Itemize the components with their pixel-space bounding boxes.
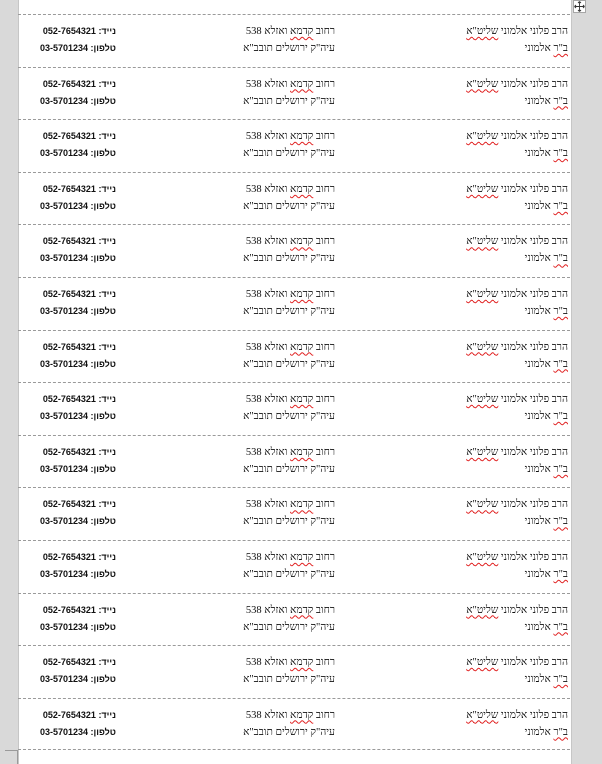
street-address: רחוב קדמא ואזלא 538 <box>245 341 335 353</box>
recipient-name: הרב פלוני אלמוני שליט"א <box>466 341 568 353</box>
contact-cell[interactable] <box>26 488 116 540</box>
contact-cell[interactable] <box>26 331 116 383</box>
landline-phone <box>40 95 116 108</box>
recipient-cell[interactable] <box>418 541 568 593</box>
address-cell[interactable] <box>185 699 335 750</box>
landline-phone <box>40 252 116 265</box>
cell-phone-label: נייד: <box>98 183 116 194</box>
street-address: רחוב קדמא ואזלא 538 <box>245 604 335 616</box>
recipient-lineage: ב"ר אלמוני <box>524 200 568 212</box>
landline-phone-number: 03-5701234 <box>39 305 89 316</box>
landline-phone <box>40 621 116 634</box>
recipient-name: הרב פלוני אלמוני שליט"א <box>466 236 568 248</box>
recipient-name: הרב פלוני אלמוני שליט"א <box>466 446 568 458</box>
cell-phone-number: 052-7654321 <box>42 657 96 668</box>
recipient-lineage: ב"ר אלמוני <box>524 621 568 633</box>
landline-phone-label: טלפון: <box>90 674 116 685</box>
street-address: רחוב קדמא ואזלא 538 <box>245 446 335 458</box>
recipient-cell[interactable] <box>418 488 568 540</box>
recipient-lineage: ב"ר אלמוני <box>524 95 568 107</box>
city: עיה"ק ירושלים תובב"א <box>243 726 335 738</box>
cell-phone-number: 052-7654321 <box>42 446 96 457</box>
landline-phone-label: טלפון: <box>90 43 116 53</box>
street-address: רחוב קדמא ואזלא 538 <box>245 183 335 195</box>
contact-cell[interactable] <box>26 15 116 67</box>
recipient-cell[interactable] <box>418 173 568 225</box>
cell-phone-label: נייד: <box>98 288 116 299</box>
city: עיה"ק ירושלים תובב"א <box>243 253 335 265</box>
label-row[interactable] <box>18 330 570 383</box>
recipient-lineage: ב"ר אלמוני <box>524 253 568 265</box>
street-address: רחוב קדמא ואזלא 538 <box>245 394 335 406</box>
address-cell[interactable] <box>185 173 335 225</box>
landline-phone <box>40 147 116 160</box>
cell-phone <box>43 235 116 248</box>
contact-cell[interactable] <box>26 68 116 120</box>
recipient-name: הרב פלוני אלמוני שליט"א <box>466 551 568 563</box>
cell-phone-label: נייד: <box>98 236 116 247</box>
recipient-lineage: ב"ר אלמוני <box>524 305 568 317</box>
recipient-name: הרב פלוני אלמוני שליט"א <box>466 394 568 406</box>
cell-phone-number: 052-7654321 <box>42 131 96 142</box>
landline-phone <box>40 463 116 476</box>
recipient-cell[interactable] <box>418 225 568 277</box>
landline-phone <box>40 305 116 318</box>
labels-table[interactable] <box>18 14 570 750</box>
street-address: רחוב קדמא ואזלא 538 <box>245 78 335 90</box>
recipient-name: הרב פלוני אלמוני שליט"א <box>466 78 568 90</box>
label-row[interactable] <box>18 645 570 698</box>
landline-phone-number: 03-5701234 <box>39 674 89 685</box>
city: עיה"ק ירושלים תובב"א <box>243 621 335 633</box>
label-row[interactable] <box>18 119 570 172</box>
recipient-lineage: ב"ר אלמוני <box>524 674 568 686</box>
landline-phone-label: טלפון: <box>90 516 116 527</box>
cell-phone-label: נייד: <box>98 604 116 615</box>
cell-phone-label: נייד: <box>98 551 116 562</box>
street-address: רחוב קדמא ואזלא 538 <box>245 26 335 37</box>
landline-phone-number: 03-5701234 <box>39 726 89 737</box>
contact-cell[interactable] <box>26 699 116 750</box>
recipient-name: הרב פלוני אלמוני שליט"א <box>466 709 568 721</box>
cell-phone <box>43 130 116 143</box>
city: עיה"ק ירושלים תובב"א <box>243 358 335 370</box>
recipient-cell[interactable] <box>418 699 568 750</box>
label-row[interactable] <box>18 277 570 330</box>
city: עיה"ק ירושלים תובב"א <box>243 463 335 475</box>
landline-phone-label: טלפון: <box>90 411 116 422</box>
landline-phone-number: 03-5701234 <box>39 621 89 632</box>
landline-phone-number: 03-5701234 <box>39 516 89 527</box>
address-cell[interactable] <box>185 68 335 120</box>
address-cell[interactable] <box>185 646 335 698</box>
recipient-lineage: ב"ר אלמוני <box>524 358 568 370</box>
cell-phone-number: 052-7654321 <box>42 26 96 36</box>
cell-phone-number: 052-7654321 <box>42 288 96 299</box>
landline-phone-number: 03-5701234 <box>39 358 89 369</box>
cell-phone-label: נייד: <box>98 341 116 352</box>
city: עיה"ק ירושלים תובב"א <box>243 95 335 107</box>
cell-phone-number: 052-7654321 <box>42 394 96 405</box>
street-address: רחוב קדמא ואזלא 538 <box>245 131 335 143</box>
landline-phone <box>40 568 116 581</box>
recipient-cell[interactable] <box>418 120 568 172</box>
label-row[interactable] <box>18 14 570 67</box>
landline-phone-label: טלפון: <box>90 95 116 106</box>
address-cell[interactable] <box>185 120 335 172</box>
cell-phone-label: נייד: <box>98 499 116 510</box>
city: עיה"ק ירושלים תובב"א <box>243 516 335 528</box>
city: עיה"ק ירושלים תובב"א <box>243 148 335 160</box>
recipient-cell[interactable] <box>418 436 568 488</box>
recipient-cell[interactable] <box>418 383 568 435</box>
address-cell[interactable] <box>185 488 335 540</box>
street-address: רחוב קדמא ואזלא 538 <box>245 236 335 248</box>
move-arrows-icon <box>574 1 585 12</box>
landline-phone-number: 03-5701234 <box>39 253 89 264</box>
cell-phone <box>43 551 116 564</box>
city: עיה"ק ירושלים תובב"א <box>243 674 335 686</box>
landline-phone <box>40 515 116 528</box>
address-cell[interactable] <box>185 436 335 488</box>
cell-phone-number: 052-7654321 <box>42 604 96 615</box>
label-row[interactable] <box>18 435 570 488</box>
recipient-cell[interactable] <box>418 15 568 67</box>
address-cell[interactable] <box>185 331 335 383</box>
landline-phone <box>40 726 116 739</box>
page-corner-mark <box>5 750 18 764</box>
landline-phone <box>40 200 116 213</box>
street-address: רחוב קדמא ואזלא 538 <box>245 499 335 511</box>
recipient-cell[interactable] <box>418 594 568 646</box>
cell-phone-label: נייד: <box>98 657 116 668</box>
recipient-cell[interactable] <box>418 68 568 120</box>
landline-phone <box>40 410 116 423</box>
contact-cell[interactable] <box>26 383 116 435</box>
contact-cell[interactable] <box>26 646 116 698</box>
landline-phone-number: 03-5701234 <box>39 200 89 211</box>
city: עיה"ק ירושלים תובב"א <box>243 200 335 212</box>
landline-phone-label: טלפון: <box>90 148 116 159</box>
label-row[interactable] <box>18 593 570 646</box>
recipient-lineage: ב"ר אלמוני <box>524 568 568 580</box>
cell-phone <box>43 183 116 196</box>
cell-phone <box>43 393 116 406</box>
recipient-lineage: ב"ר אלמוני <box>524 726 568 738</box>
label-row[interactable] <box>18 67 570 120</box>
landline-phone-label: טלפון: <box>90 568 116 579</box>
cell-phone <box>43 288 116 301</box>
contact-cell[interactable] <box>26 436 116 488</box>
recipient-lineage: ב"ר אלמוני <box>524 43 568 54</box>
cell-phone-number: 052-7654321 <box>42 183 96 194</box>
table-move-handle[interactable] <box>573 0 586 13</box>
recipient-lineage: ב"ר אלמוני <box>524 463 568 475</box>
landline-phone-number: 03-5701234 <box>39 148 89 159</box>
city: עיה"ק ירושלים תובב"א <box>243 43 335 54</box>
recipient-lineage: ב"ר אלמוני <box>524 148 568 160</box>
label-row[interactable] <box>18 540 570 593</box>
landline-phone-label: טלפון: <box>90 305 116 316</box>
cell-phone <box>43 656 116 669</box>
label-row[interactable] <box>18 698 570 751</box>
recipient-cell[interactable] <box>418 278 568 330</box>
cell-phone-number: 052-7654321 <box>42 709 96 720</box>
address-cell[interactable] <box>185 225 335 277</box>
cell-phone-label: נייד: <box>98 26 116 36</box>
city: עיה"ק ירושלים תובב"א <box>243 305 335 317</box>
contact-cell[interactable] <box>26 120 116 172</box>
landline-phone-label: טלפון: <box>90 726 116 737</box>
contact-cell[interactable] <box>26 594 116 646</box>
landline-phone-number: 03-5701234 <box>39 568 89 579</box>
label-row[interactable] <box>18 172 570 225</box>
address-cell[interactable] <box>185 594 335 646</box>
address-cell[interactable] <box>185 541 335 593</box>
city: עיה"ק ירושלים תובב"א <box>243 411 335 423</box>
recipient-name: הרב פלוני אלמוני שליט"א <box>466 657 568 669</box>
landline-phone-label: טלפון: <box>90 621 116 632</box>
landline-phone-number: 03-5701234 <box>39 43 89 53</box>
landline-phone-number: 03-5701234 <box>39 411 89 422</box>
cell-phone <box>43 498 116 511</box>
recipient-name: הרב פלוני אלמוני שליט"א <box>466 26 568 37</box>
city: עיה"ק ירושלים תובב"א <box>243 568 335 580</box>
cell-phone <box>43 446 116 459</box>
cell-phone-label: נייד: <box>98 709 116 720</box>
label-row[interactable] <box>18 382 570 435</box>
cell-phone-label: נייד: <box>98 394 116 405</box>
cell-phone <box>43 78 116 91</box>
recipient-name: הרב פלוני אלמוני שליט"א <box>466 183 568 195</box>
recipient-name: הרב פלוני אלמוני שליט"א <box>466 604 568 616</box>
landline-phone-number: 03-5701234 <box>39 95 89 106</box>
cell-phone-label: נייד: <box>98 78 116 89</box>
cell-phone <box>43 25 116 38</box>
contact-cell[interactable] <box>26 225 116 277</box>
street-address: רחוב קדמא ואזלא 538 <box>245 288 335 300</box>
street-address: רחוב קדמא ואזלא 538 <box>245 657 335 669</box>
recipient-name: הרב פלוני אלמוני שליט"א <box>466 499 568 511</box>
landline-phone <box>40 42 116 55</box>
cell-phone <box>43 341 116 354</box>
recipient-cell[interactable] <box>418 331 568 383</box>
cell-phone-number: 052-7654321 <box>42 341 96 352</box>
recipient-lineage: ב"ר אלמוני <box>524 516 568 528</box>
landline-phone <box>40 673 116 686</box>
cell-phone-number: 052-7654321 <box>42 236 96 247</box>
landline-phone-number: 03-5701234 <box>39 463 89 474</box>
contact-cell[interactable] <box>26 541 116 593</box>
landline-phone-label: טלפון: <box>90 253 116 264</box>
landline-phone-label: טלפון: <box>90 358 116 369</box>
recipient-lineage: ב"ר אלמוני <box>524 411 568 423</box>
recipient-cell[interactable] <box>418 646 568 698</box>
cell-phone-label: נייד: <box>98 131 116 142</box>
cell-phone <box>43 709 116 722</box>
address-cell[interactable] <box>185 383 335 435</box>
recipient-name: הרב פלוני אלמוני שליט"א <box>466 131 568 143</box>
cell-phone <box>43 604 116 617</box>
cell-phone-number: 052-7654321 <box>42 499 96 510</box>
recipient-name: הרב פלוני אלמוני שליט"א <box>466 288 568 300</box>
landline-phone-label: טלפון: <box>90 200 116 211</box>
contact-cell[interactable] <box>26 278 116 330</box>
contact-cell[interactable] <box>26 173 116 225</box>
label-row[interactable] <box>18 487 570 540</box>
label-row[interactable] <box>18 224 570 277</box>
address-cell[interactable] <box>185 15 335 67</box>
landline-phone-label: טלפון: <box>90 463 116 474</box>
address-cell[interactable] <box>185 278 335 330</box>
cell-phone-number: 052-7654321 <box>42 551 96 562</box>
cell-phone-number: 052-7654321 <box>42 78 96 89</box>
landline-phone <box>40 358 116 371</box>
street-address: רחוב קדמא ואזלא 538 <box>245 709 335 721</box>
street-address: רחוב קדמא ואזלא 538 <box>245 551 335 563</box>
cell-phone-label: נייד: <box>98 446 116 457</box>
